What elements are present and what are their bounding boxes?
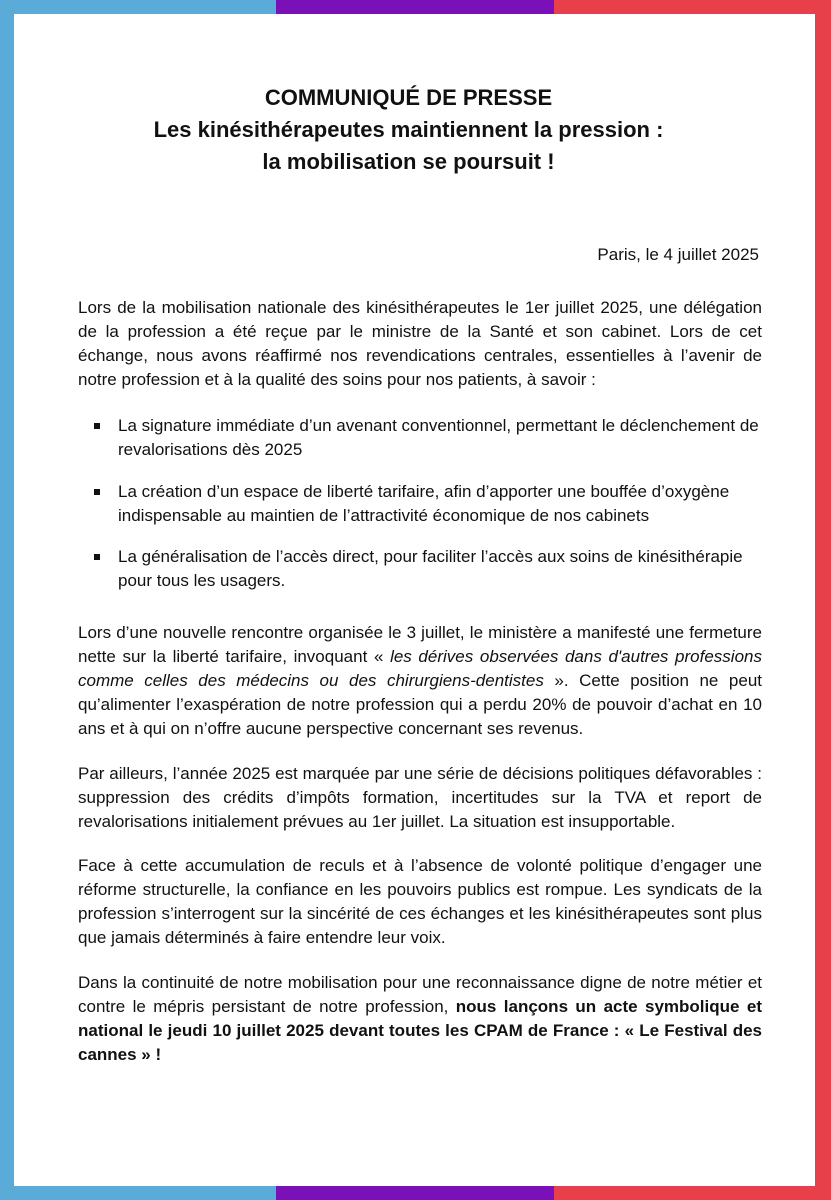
- top-red-segment: [554, 0, 831, 14]
- bottom-red-segment: [554, 1186, 831, 1200]
- bullet-square-icon: [94, 489, 100, 495]
- top-blue-segment: [0, 0, 276, 14]
- action-announcement: nous lançons un acte symbolique et national le jeudi 10 juillet 2025 devant toutes les CPAM de France : « Le Festival des cannes » !: [78, 997, 762, 1064]
- intro-paragraph: [78, 296, 762, 392]
- title-line-3: la mobilisation se poursuit !: [262, 149, 555, 174]
- bottom-purple-segment: [276, 1186, 554, 1200]
- paragraph-meeting-start: Lors d’une nouvelle rencontre organisée le 3 juillet, le ministère a manifesté une fermeture nette sur la liberté tarifaire, invoquant «: [78, 623, 762, 666]
- paragraph-context-text: Par ailleurs, l’année 2025 est marquée par une série de décisions politiques défavorables : suppression des crédits d’impôts formation, incertitudes sur la TVA et report de revalorisations initialement prévues au 1er juillet. La situation est insupportable.: [78, 764, 762, 831]
- demands-list-2: [94, 480, 762, 528]
- bottom-tricolor-border: [0, 1186, 831, 1200]
- paragraph-action-text: [78, 971, 762, 1067]
- list-item: [94, 480, 762, 528]
- paragraph-action: [78, 971, 762, 1067]
- paragraph-confidence-text: Face à cette accumulation de reculs et à l’absence de volonté politique d’engager une réforme structurelle, la confiance en les pouvoirs publics est rompue. Les syndicats de la profession s’interrogent sur la sincérité de ces échanges et les kinésithérapeutes sont plus que jamais déterminés à faire entendre leur voix.: [78, 856, 762, 947]
- top-purple-segment: [276, 0, 554, 14]
- list-item: [94, 545, 762, 593]
- demands-list: [94, 414, 762, 462]
- paragraph-meeting-text: [78, 621, 762, 741]
- bullet-square-icon: [94, 554, 100, 560]
- bullet-square-icon: [94, 423, 100, 429]
- paragraph-meeting-end: ». Cette position ne peut qu’alimenter l’exaspération de notre profession qui a perdu 20% de pouvoir d’achat en 10 ans et à qui on n’offre aucune perspective concernant ses revenus.: [78, 671, 762, 738]
- list-item-text: La signature immédiate d’un avenant conventionnel, permettant le déclenchement de revalorisations dès 2025: [118, 416, 759, 459]
- dateline: Paris, le 4 juillet 2025: [597, 245, 759, 264]
- paragraph-action-start: Dans la continuité de notre mobilisation pour une reconnaissance digne de notre métier et contre le mépris persistant de notre profession,: [78, 973, 762, 1016]
- title-line-2: Les kinésithérapeutes maintiennent la pression :: [153, 117, 664, 142]
- list-item: [94, 414, 762, 462]
- ministry-quote: les dérives observées dans d'autres professions comme celles des médecins ou des chirurgiens-dentistes: [78, 647, 762, 690]
- bottom-blue-segment: [0, 1186, 276, 1200]
- press-release-title: [0, 82, 831, 178]
- paragraph-confidence: [78, 854, 762, 950]
- list-item-text: La création d’un espace de liberté tarifaire, afin d’apporter une bouffée d’oxygène indispensable au maintien de l’attractivité économique de nos cabinets: [118, 482, 730, 525]
- right-red-border: [815, 0, 831, 1200]
- left-blue-border: [0, 0, 14, 1200]
- title-line-1: COMMUNIQUÉ DE PRESSE: [264, 85, 553, 110]
- intro-text: Lors de la mobilisation nationale des kinésithérapeutes le 1er juillet 2025, une délégation de la profession a été reçue par le ministre de la Santé et son cabinet. Lors de cet échange, nous avons réaffirmé nos revendications centrales, essentielles à l’avenir de notre profession et à la qualité des soins pour nos patients, à savoir :: [78, 298, 762, 389]
- top-tricolor-border: [0, 0, 831, 14]
- paragraph-context: [78, 762, 762, 834]
- list-item-text: La généralisation de l’accès direct, pour faciliter l’accès aux soins de kinésithérapie pour tous les usagers.: [118, 547, 743, 590]
- paragraph-meeting: [78, 621, 762, 741]
- demands-list-3: [94, 545, 762, 593]
